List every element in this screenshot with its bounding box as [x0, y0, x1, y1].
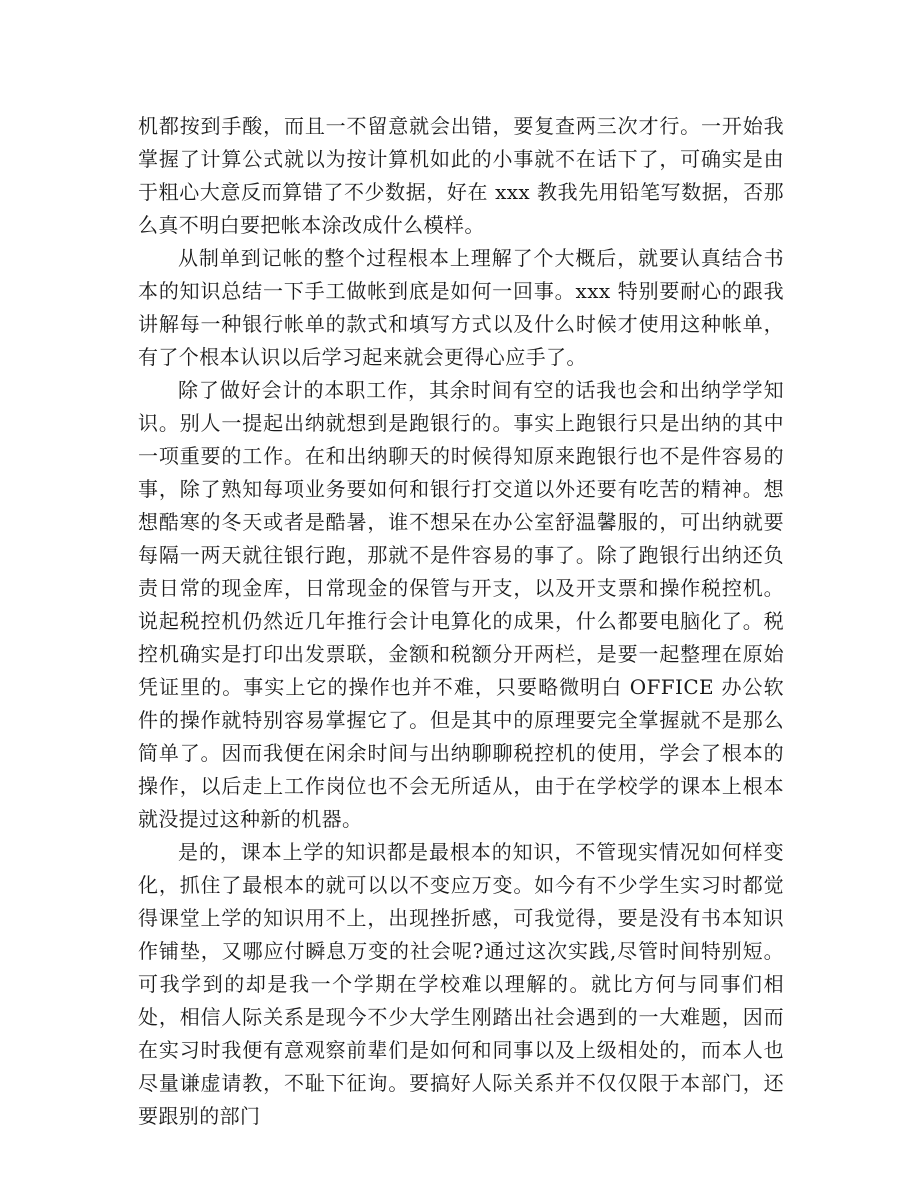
paragraph-2: 从制单到记帐的整个过程根本上理解了个大概后，就要认真结合书本的知识总结一下手工做帐到底是如何一回事。xxx 特别要耐心的跟我讲解每一种银行帐单的款式和填写方式以及什么时候才使用这种帐单，有了个根本认识以后学习起来就会更得心应手了。	[138, 246, 784, 369]
paragraph-4: 是的，课本上学的知识都是最根本的知识，不管现实情况如何样变化，抓住了最根本的就可以以不变应万变。如今有不少学生实习时都觉得课堂上学的知识用不上，出现挫折感，可我觉得，要是没有书本知识作铺垫，又哪应付瞬息万变的社会呢?通过这次实践,尽管时间特别短。可我学到的却是我一个学期在学校难以理解的。就比方何与同事们相处，相信人际关系是现今不少大学生刚踏出社会遇到的一大难题，因而在实习时我便有意观察前辈们是如何和同事以及上级相处的，而本人也尽量谦虚请教，不耻下征询。要搞好人际关系并不仅仅限于本部门，还要跟别的部门	[138, 840, 784, 1128]
document-body	[138, 110, 784, 1133]
paragraph-3: 除了做好会计的本职工作，其余时间有空的话我也会和出纳学学知识。别人一提起出纳就想到是跑银行的。事实上跑银行只是出纳的其中一项重要的工作。在和出纳聊天的时候得知原来跑银行也不是件容易的事，除了熟知每项业务要如何和银行打交道以外还要有吃苦的精神。想想酷寒的冬天或者是酷暑，谁不想呆在办公室舒温馨服的，可出纳就要每隔一两天就往银行跑，那就不是件容易的事了。除了跑银行出纳还负责日常的现金库，日常现金的保管与开支，以及开支票和操作税控机。说起税控机仍然近几年推行会计电算化的成果，什么都要电脑化了。税控机确实是打印出发票联，金额和税额分开两栏，是要一起整理在原始凭证里的。事实上它的操作也并不难，只要略微明白 OFFICE 办公软件的操作就特别容易掌握它了。但是其中的原理要完全掌握就不是那么简单了。因而我便在闲余时间与出纳聊聊税控机的使用，学会了根本的操作，以后走上工作岗位也不会无所适从，由于在学校学的课本上根本就没提过这种新的机器。	[138, 378, 784, 831]
paragraph-1: 机都按到手酸，而且一不留意就会出错，要复查两三次才行。一开始我掌握了计算公式就以为按计算机如此的小事就不在话下了，可确实是由于粗心大意反而算错了不少数据，好在 xxx 教我先用铅笔写数据，否那么真不明白要把帐本涂改成什么模样。	[138, 114, 784, 237]
